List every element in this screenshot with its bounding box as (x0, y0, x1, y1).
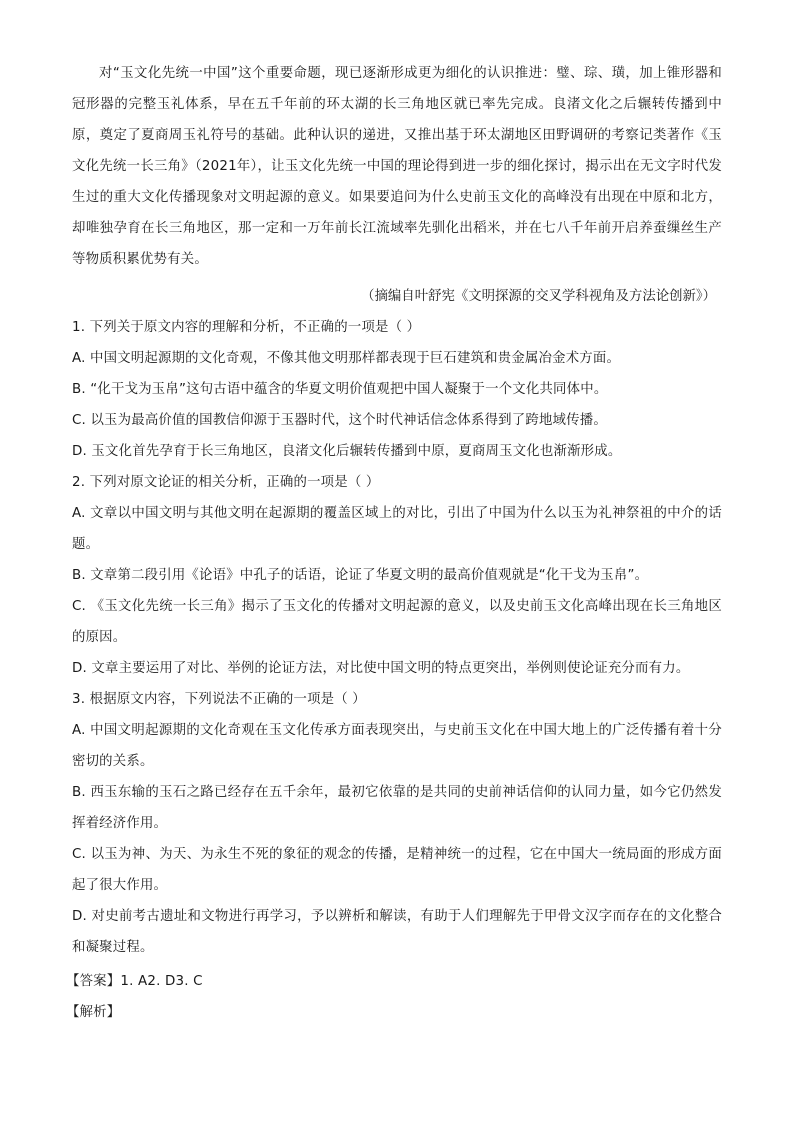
answer-text: 1. A2. D3. C (120, 974, 203, 989)
question-3-option-a: A. 中国文明起源期的文化奇观在玉文化传承方面表现突出，与史前玉文化在中国大地上的广泛传播有着十分密切的关系。 (72, 723, 722, 769)
answer-line (66, 966, 716, 997)
question-1-option-c: C. 以玉为最高价值的国教信仰源于玉器时代，这个时代神话信念体系得到了跨地域传播。 (72, 413, 607, 428)
question-2-option-a: A. 文章以中国文明与其他文明在起源期的覆盖区域上的对比，引出了中国为什么以玉为礼神祭祖的中介的话题。 (72, 506, 722, 552)
answer-label: 【答案】 (66, 974, 121, 989)
passage-paragraph: 对“玉文化先统一中国”这个重要命题，现已逐渐形成更为细化的认识推进：璧、琮、璜，加上锥形器和冠形器的完整玉礼体系，早在五千年前的环太湖的长三角地区就已率先完成。良渚文化之后辗转传播到中原，奠定了夏商周玉礼符号的基础。此种认识的递进，又推出基于环太湖地区田野调研的考察记类著作《玉文化先统一长三角》（2021年），让玉文化先统一中国的理论得到进一步的细化探讨，揭示出在无文字时代发生过的重大文化传播现象对文明起源的意义。如果要追问为什么史前玉文化的高峰没有出现在中原和北方，却唯独孕育在长三角地区，那一定和一万年前长江流域率先驯化出稻米，并在七八千年前开启养蚕缫丝生产等物质积累优势有关。 (72, 66, 722, 267)
question-1-option-b: B. “化干戈为玉帛”这句古语中蕴含的华夏文明价值观把中国人凝聚于一个文化共同体中。 (72, 382, 608, 397)
question-3-option-d: D. 对史前考古遗址和文物进行再学习，予以辨析和解读，有助于人们理解先于甲骨文汉字而存在的文化整合和凝聚过程。 (72, 909, 722, 955)
question-3-stem: 3. 根据原文内容，下列说法不正确的一项是（ ） (72, 692, 366, 707)
question-3-option-b: B. 西玉东输的玉石之路已经存在五千余年，最初它依靠的是共同的史前神话信仰的认同力量，如今它仍然发挥着经济作用。 (72, 785, 722, 831)
question-1-stem: 1. 下列关于原文内容的理解和分析，不正确的一项是（ ） (72, 320, 421, 335)
analysis-label: 【解析】 (66, 1005, 121, 1020)
question-2-option-c: C. 《玉文化先统一长三角》揭示了玉文化的传播对文明起源的意义，以及史前玉文化高峰出现在长三角地区的原因。 (72, 599, 722, 645)
question-1-option-a: A. 中国文明起源期的文化奇观，不像其他文明那样都表现于巨石建筑和贵金属冶金术方面。 (72, 351, 621, 366)
passage-source: （摘编自叶舒宪《文明探源的交叉学科视角及方法论创新》） (361, 289, 716, 304)
question-2-option-d: D. 文章主要运用了对比、举例的论证方法，对比使中国文明的特点更突出，举例则使论证充分而有力。 (72, 661, 690, 676)
question-2-stem: 2. 下列对原文论证的相关分析，正确的一项是（ ） (72, 475, 380, 490)
question-2-option-b: B. 文章第二段引用《论语》中孔子的话语，论证了华夏文明的最高价值观就是“化干戈为玉帛”。 (72, 568, 649, 583)
question-1-option-d: D. 玉文化首先孕育于长三角地区，良渚文化后辗转传播到中原，夏商周玉文化也渐渐形成。 (72, 444, 622, 459)
question-3-option-c: C. 以玉为神、为天、为永生不死的象征的观念的传播，是精神统一的过程，它在中国大一统局面的形成方面起了很大作用。 (72, 847, 722, 893)
